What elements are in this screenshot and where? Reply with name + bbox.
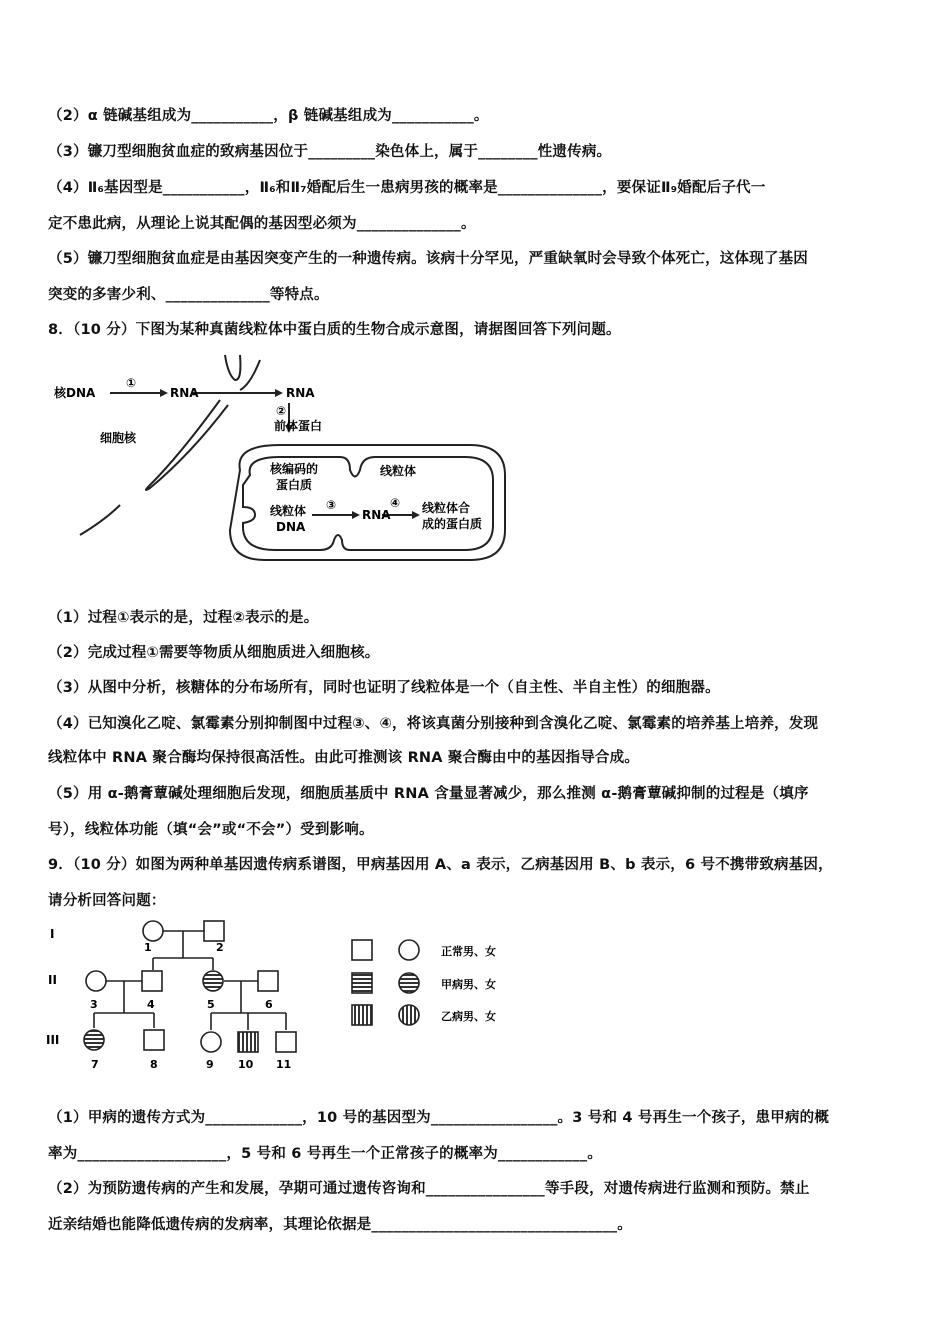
mt-protein-label-2: 成的蛋白质 [422,517,483,531]
legend-normal-male [352,940,372,960]
q7-sub4-b: 定不患此病，从理论上说其配偶的基因型必须为______________。 [48,216,476,232]
individual-3 [86,971,106,991]
rna-nucleus-label: RNA [170,386,199,400]
generation-2-label: II [48,973,57,987]
q9-sub1-a: （1）甲病的遗传方式为_____________，10 号的基因型为_________________。3 号和 4 号再生一个孩子，患甲病的概 [48,1110,830,1126]
mt-dna-label-2: DNA [276,520,306,534]
q8-sub3: （3）从图中分析，核糖体的分布场所有，同时也证明了线粒体是一个（自主性、半自主性）的细胞器。 [48,680,720,696]
individual-11 [276,1032,296,1052]
individual-2 [204,921,224,941]
q8-title: 8．（10 分）下图为某种真菌线粒体中蛋白质的生物合成示意图，请据图回答下列问题。 [48,322,621,338]
nuclear-protein-label-1: 核编码的 [270,462,319,476]
q9-sub2-a: （2）为预防遗传病的产生和发展，孕期可通过遗传咨询和________________等手段，对遗传病进行监测和预防。禁止 [48,1181,810,1197]
individual-4 [142,971,162,991]
q8-sub1: （1）过程①表示的是，过程②表示的是。 [48,610,319,626]
generation-3-label: III [46,1033,60,1047]
rna-mt-label: RNA [362,508,391,522]
mt-protein-label-1: 线粒体合 [422,501,471,515]
nuclear-protein-label-2: 蛋白质 [276,478,313,492]
q8-sub2: （2）完成过程①需要等物质从细胞质进入细胞核。 [48,645,380,661]
step2-label: ② [276,404,287,418]
individual-5 [203,971,223,991]
q8-sub4-b: 线粒体中 RNA 聚合酶均保持很高活性。由此可推测该 RNA 聚合酶由中的基因指导合成。 [48,750,640,766]
q9-title-b: 请分析回答问题： [48,893,166,909]
id-6: 6 [265,998,273,1011]
individual-10 [238,1032,258,1052]
nucleus-label: 细胞核 [100,431,137,445]
step4-label: ④ [390,496,401,510]
q7-sub3: （3）镰刀型细胞贫血症的致病基因位于_________染色体上，属于________性遗传病。 [48,144,612,160]
individual-8 [144,1030,164,1050]
id-10: 10 [238,1058,254,1071]
q7-sub4-a: （4）Ⅱ₆基因型是___________，Ⅱ₆和Ⅱ₇婚配后生一患病男孩的概率是______________，要保证Ⅱ₉婚配后子代一 [48,180,766,196]
individual-1 [143,921,163,941]
legend-normal-female [399,940,419,960]
q7-sub5-b: 突变的多害少利、______________等特点。 [48,287,329,303]
id-5: 5 [207,998,215,1011]
legend-normal-label: 正常男、女 [441,945,496,958]
generation-1-label: I [50,927,55,941]
precursor-label: 前体蛋白 [274,419,323,433]
id-9: 9 [206,1058,214,1071]
q9-title-a: 9．（10 分）如图为两种单基因遗传病系谱图，甲病基因用 A、a 表示，乙病基因用 B、b 表示，6 号不携带致病基因， [48,857,833,873]
id-3: 3 [90,998,98,1011]
id-2: 2 [216,941,224,954]
q9-sub1-b: 率为____________________，5 号和 6 号再生一个正常孩子的概率为____________。 [48,1146,603,1162]
pedigree-chart [46,918,526,1078]
id-7: 7 [91,1058,99,1071]
legend-b-male [352,1005,372,1025]
step1-label: ① [126,376,137,390]
legend-b-female [399,1005,419,1025]
individual-9 [201,1032,221,1052]
id-1: 1 [144,941,152,954]
q8-sub4-a: （4）已知溴化乙啶、氯霉素分别抑制图中过程③、④，将该真菌分别接种到含溴化乙啶、氯霉素的培养基上培养，发现 [48,716,819,732]
legend-a-male [352,973,372,993]
mitochondrion-label: 线粒体 [380,464,417,478]
id-8: 8 [150,1058,158,1071]
q9-sub2-b: 近亲结婚也能降低遗传病的发病率，其理论依据是_________________________________。 [48,1217,632,1233]
q8-sub5-b: 号），线粒体功能（填“会”或“不会”）受到影响。 [48,822,374,838]
id-11: 11 [276,1058,292,1071]
q7-sub2: （2）α 链碱基组成为___________，β 链碱基组成为___________。 [48,108,489,124]
id-4: 4 [147,998,155,1011]
mt-dna-label-1: 线粒体 [270,504,307,518]
q7-sub5-a: （5）镰刀型细胞贫血症是由基因突变产生的一种遗传病。该病十分罕见，严重缺氧时会导致个体死亡，这体现了基因 [48,251,808,267]
legend-a-label: 甲病男、女 [441,978,496,991]
rna-cyto-label: RNA [286,386,315,400]
q8-sub5-a: （5）用 α-鹅膏蕈碱处理细胞后发现，细胞质基质中 RNA 含量显著减少，那么推测 α-鹅膏蕈碱抑制的过程是（填序 [48,786,809,802]
nuclear-dna-label: 核DNA [54,386,96,400]
legend-a-female [399,973,419,993]
individual-6 [258,971,278,991]
individual-7 [84,1030,104,1050]
mitochondria-protein-diagram [50,345,510,575]
legend-b-label: 乙病男、女 [441,1010,496,1023]
step3-label: ③ [326,498,337,512]
